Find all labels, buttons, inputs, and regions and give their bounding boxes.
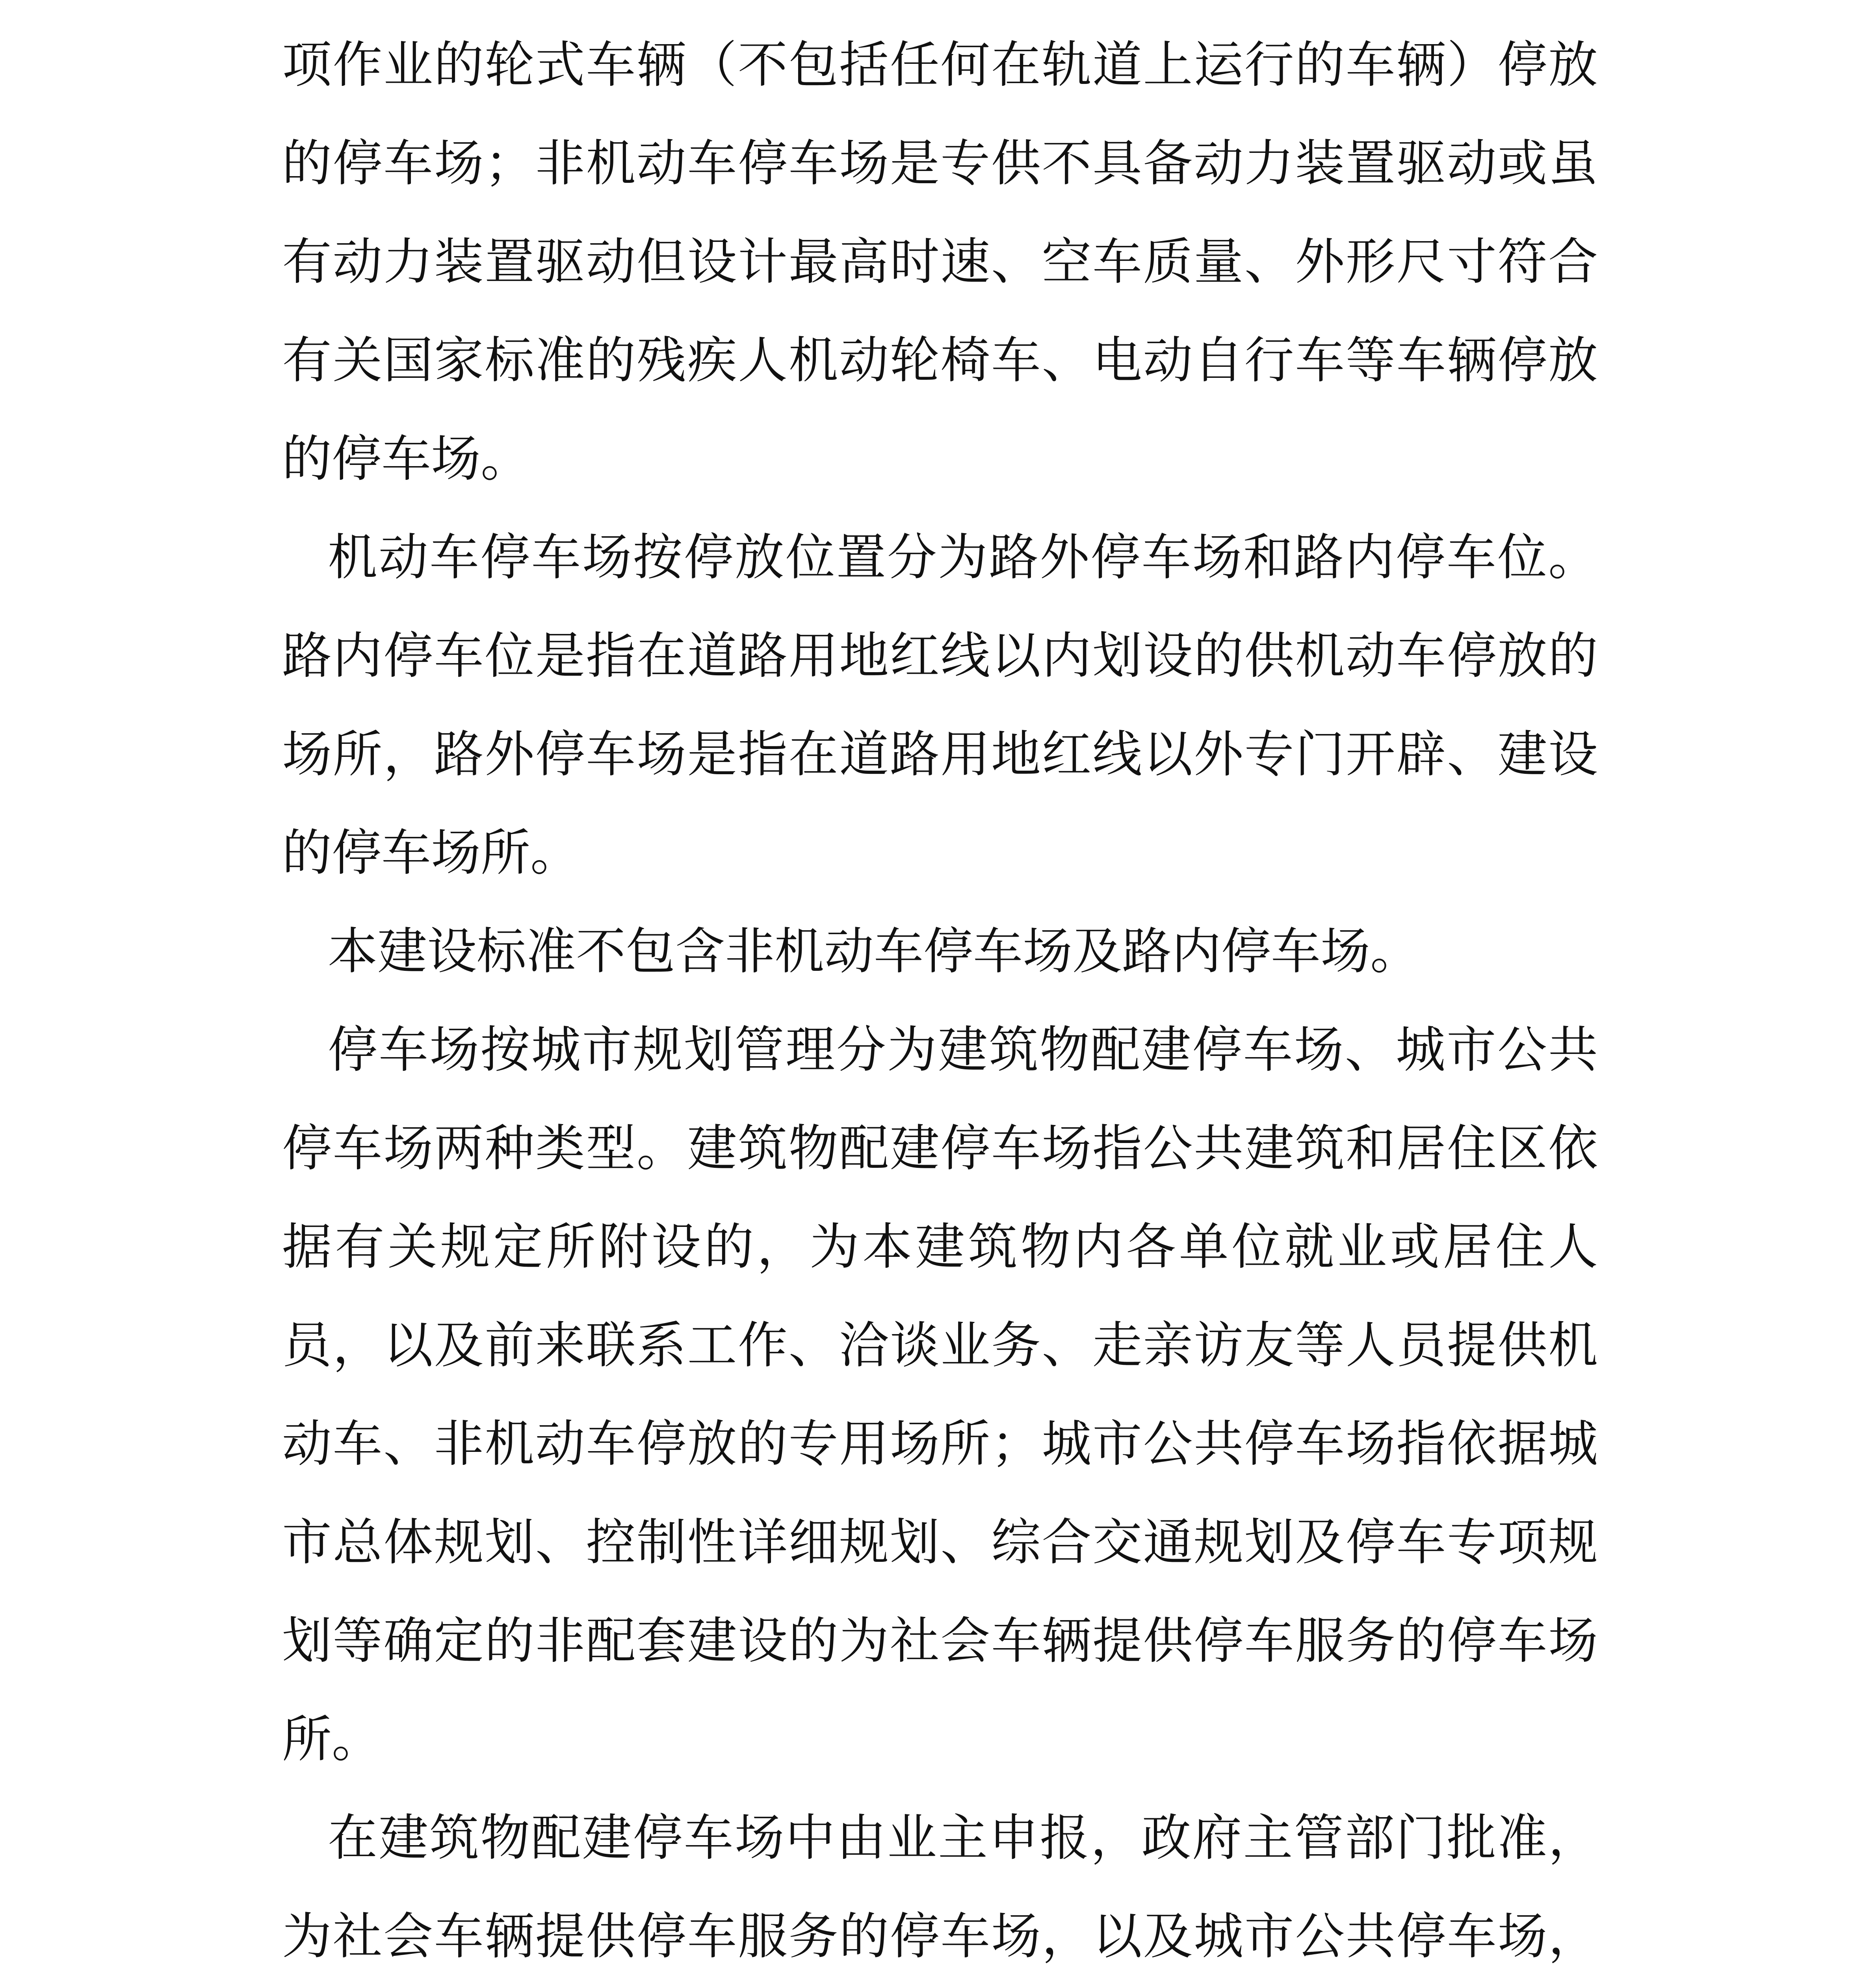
- paragraph-5: 在建筑物配建停车场中由业主申报，政府主管部门批准，为社会车辆提供停车服务的停车场，以及城市公共停车场，: [282, 1809, 1598, 1965]
- paragraph-2: 机动车停车场按停放位置分为路外停车场和路内停车位。路内停车位是指在道路用地红线以内划设的供机动车停放的场所，路外停车场是指在道路用地红线以外专门开辟、建设的停车场所。: [282, 528, 1598, 882]
- paragraph-1: 项作业的轮式车辆（不包括任何在轨道上运行的车辆）停放的停车场；非机动车停车场是专供不具备动力装置驱动或虽有动力装置驱动但设计最高时速、空车质量、外形尺寸符合有关国家标准的残疾人机动轮椅车、电动自行车等车辆停放的停车场。: [282, 36, 1598, 488]
- paragraph-4: 停车场按城市规划管理分为建筑物配建停车场、城市公共停车场两种类型。建筑物配建停车场指公共建筑和居住区依据有关规定所附设的，为本建筑物内各单位就业或居住人员，以及前来联系工作、洽谈业务、走亲访友等人员提供机动车、非机动车停放的专用场所；城市公共停车场指依据城市总体规划、控制性详细规划、综合交通规划及停车专项规划等确定的非配套建设的为社会车辆提供停车服务的停车场所。: [282, 1021, 1598, 1768]
- body-text: [282, 16, 1598, 1970]
- paragraph-3: 本建设标准不包含非机动车停车场及路内停车场。: [328, 922, 1420, 980]
